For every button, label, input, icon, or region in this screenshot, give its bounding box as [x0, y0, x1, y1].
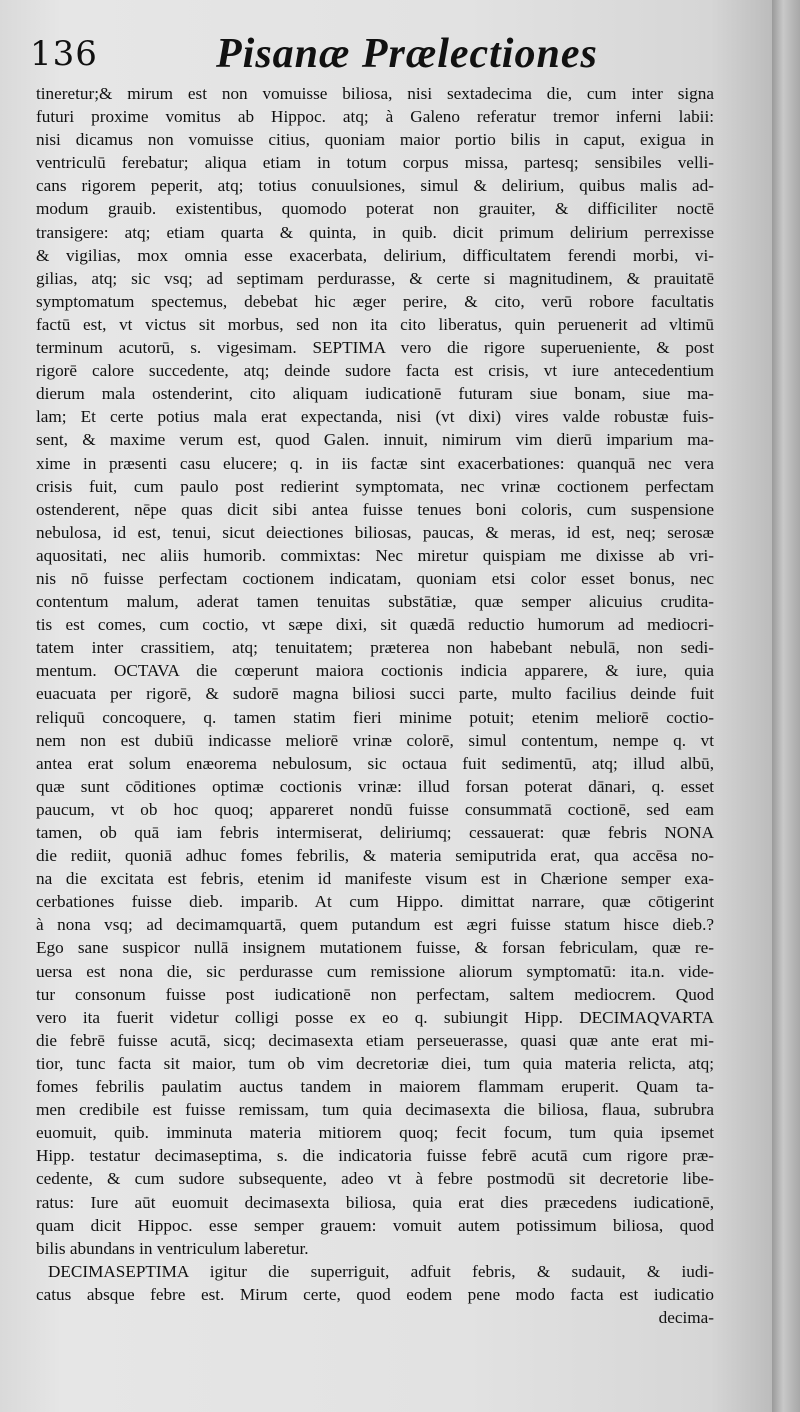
- text-line: ventriculū ferebatur; aliqua etiam in totum corpus missa, partesq; sensibiles velli-: [36, 153, 714, 173]
- text-line: tior, tunc facta sit maior, tum ob vim decretoriæ diei, tum quia materia relicta, atq;: [36, 1053, 714, 1073]
- text-line: transigere: atq; etiam quarta & quinta, in quib. dicit primum delirium perrexisse: [36, 222, 714, 242]
- text-line: sent, & maxime verum est, quod Galen. innuit, nimirum vim dierū imparium ma-: [36, 430, 714, 450]
- text-line: aquositati, nec aliis humorib. commixtas: Nec miretur quispiam me dixisse ab vri-: [36, 545, 714, 565]
- catchword: decima-: [658, 1307, 714, 1327]
- text-line: antea erat solum enæorema nebulosum, sic octaua fuit sedimentū, atq; illud albū,: [36, 753, 714, 773]
- page-gutter: [772, 0, 800, 1412]
- text-line: uersa est nona die, sic perdurasse cum remissione aliorum symptomatū: ita.n. vide-: [36, 961, 714, 981]
- text-line: rigorē calore succedente, atq; deinde sudore facta est crisis, vt iure antecedentium: [36, 361, 714, 381]
- body-text: [36, 82, 714, 1329]
- text-line: & vigilias, mox omnia esse exacerbata, delirium, difficultatem ferendi morbi, vi-: [36, 245, 714, 265]
- text-line: symptomatum spectemus, debebat hic æger perire, & cito, verū robore facultatis: [36, 291, 714, 311]
- text-line: xime in præsenti casu elucere; q. in iis factæ sint exacerbationes: quanquā nec vera: [36, 453, 714, 473]
- text-line: nem non est dubiū indicasse meliorē vrinæ colorē, simul contentum, nempe q. vt: [36, 730, 714, 750]
- text-line: tatem inter crassitiem, atq; tenuitatem; præterea non habebant nebulā, non sedi-: [36, 638, 714, 658]
- text-line: bilis abundans in ventriculum laberetur.: [36, 1238, 309, 1258]
- text-line: men credibile est fuisse remissam, tum quia decimasexta die biliosa, flaua, subrubra: [36, 1100, 714, 1120]
- text-line: contentum malum, aderat tamen tenuitas substātiæ, quæ semper alicuius crudita-: [36, 592, 714, 612]
- text-line: gilias, atq; sic vsq; ad septimam perdurasse, & certe si magnitudinem, & prauitatē: [36, 268, 714, 288]
- text-line: nebulosa, id est, tenui, sicut deiectiones biliosas, paucas, & meras, id est, neq; serosæ: [36, 522, 714, 542]
- text-line: quæ sunt cōditiones optimæ coctionis vrinæ: illud forsan poterat dānari, q. esset: [36, 776, 714, 796]
- running-title: Pisanæ Prælectiones: [216, 31, 598, 77]
- text-line: die febrē fuisse acutā, sicq; decimasexta etiam perseuerasse, quasi quæ ante erat mi-: [36, 1030, 714, 1050]
- text-line: paucum, vt ob hoc quoq; appareret nondū fuisse consummatā coctionē, sed eam: [36, 799, 714, 819]
- text-line: cedente, & cum sudore subsequente, adeo vt à febre postmodū sit decretorie libe-: [36, 1169, 714, 1189]
- text-line: modum grauib. existentibus, quomodo poterat non grauiter, & difficiliter noctē: [36, 199, 714, 219]
- text-line: tineretur;& mirum est non vomuisse biliosa, nisi sextadecima die, cum inter signa: [36, 84, 714, 103]
- text-line: cans rigorem peperit, atq; totius conuulsiones, simul & delirium, quibus malis ad-: [36, 176, 714, 196]
- text-line: catus absque febre est. Mirum certe, quod eodem pene modo facta est iudicatio: [36, 1284, 714, 1304]
- text-line: euacuata per rigorē, & sudorē magna biliosi succi parte, multo facilius deinde fuit: [36, 684, 714, 704]
- text-line: tur consonum fuisse post iudicationē non perfectam, saltem mediocrem. Quod: [36, 984, 714, 1004]
- text-line: DECIMASEPTIMA igitur die superriguit, adfuit febris, & sudauit, & iudi-: [48, 1261, 714, 1281]
- text-line: mentum. OCTAVA die cœperunt maiora coctionis indicia apparere, & iure, quia: [36, 661, 714, 681]
- text-line: quam dicit Hippoc. esse semper grauem: vomuit autem potissimum biliosa, quod: [36, 1215, 714, 1235]
- text-line: futuri proxime vomitus ab Hippoc. atq; à Galeno referatur tremor inferni labii:: [36, 107, 714, 127]
- text-line: factū est, vt victus sit morbus, sed non ita cito liberatus, quin peruenerit ad vltimū: [36, 314, 714, 334]
- text-line: cerbationes fuisse dieb. imparib. At cum Hippo. dimittat narrare, quæ cōtigerint: [36, 892, 714, 912]
- text-line: euomuit, quib. imminuta materia mitiorem quoq; fecit focum, tum quia ipsemet: [36, 1123, 714, 1143]
- text-line: terminum acutorū, s. vigesimam. SEPTIMA vero die rigore superueniente, & post: [36, 338, 714, 358]
- text-line: tamen, ob quā iam febris intermiserat, deliriumq; cessauerat: quæ febris NONA: [36, 823, 714, 842]
- text-line: dierum mala ostenderint, cito aliquam iudicationē futuram siue bonam, siue ma-: [36, 384, 714, 404]
- text-line: nisi dicamus non vomuisse citius, quoniam maior portio bilis in caput, exigua in: [36, 130, 714, 150]
- text-line: Hipp. testatur decimaseptima, s. die indicatoria fuisse febrē acutā cum rigore præ-: [36, 1146, 714, 1166]
- text-line: ratus: Iure aūt euomuit decimasexta biliosa, quia erat dies præcedens iudicationē,: [36, 1192, 714, 1212]
- text-line: fomes febrilis paulatim auctus tandem in maiorem flammam eruperit. Quam ta-: [36, 1077, 714, 1097]
- text-line: vero ita fuerit videtur colligi posse ex eo q. subiungit Hipp. DECIMAQVARTA: [36, 1007, 714, 1027]
- text-line: lam; Et certe potius mala erat expectanda, nisi (vt dixi) vires valde robustæ fuis-: [36, 407, 714, 427]
- text-line: Ego sane suspicor nullā insignem mutationem fuisse, & forsan febriculam, quæ re-: [36, 938, 714, 958]
- page-header: [30, 26, 730, 86]
- text-line: reliquū concoquere, q. tamen statim fieri minime potuit; etenim meliorē coctio-: [36, 707, 714, 727]
- text-line: die rediit, quoniā adhuc fomes febrilis, & materia semiputrida erat, qua accēsa no-: [36, 846, 714, 866]
- text-line: crisis fuit, cum paulo post redierint symptomata, nec vrinæ coctionem perfectam: [36, 476, 714, 496]
- text-line: nis nō fuisse perfectam coctionem indicatam, quoniam etsi color esset bonus, nec: [36, 568, 714, 588]
- text-line: tis est comes, cum coctio, vt sæpe dixi, sit quædā reductio humorum ad mediocri-: [36, 615, 714, 635]
- text-line: à nona vsq; ad decimamquartā, quem putandum est ægri fuisse statum hisce dieb.?: [36, 915, 714, 935]
- text-line: na die excitata est febris, etenim id manifeste visum est in Chærione semper exa-: [36, 869, 714, 889]
- text-line: ostenderent, nēpe quas dicit sibi antea fuisse tenues boni coloris, cum suspensione: [36, 499, 714, 519]
- page-number: 136: [30, 34, 98, 74]
